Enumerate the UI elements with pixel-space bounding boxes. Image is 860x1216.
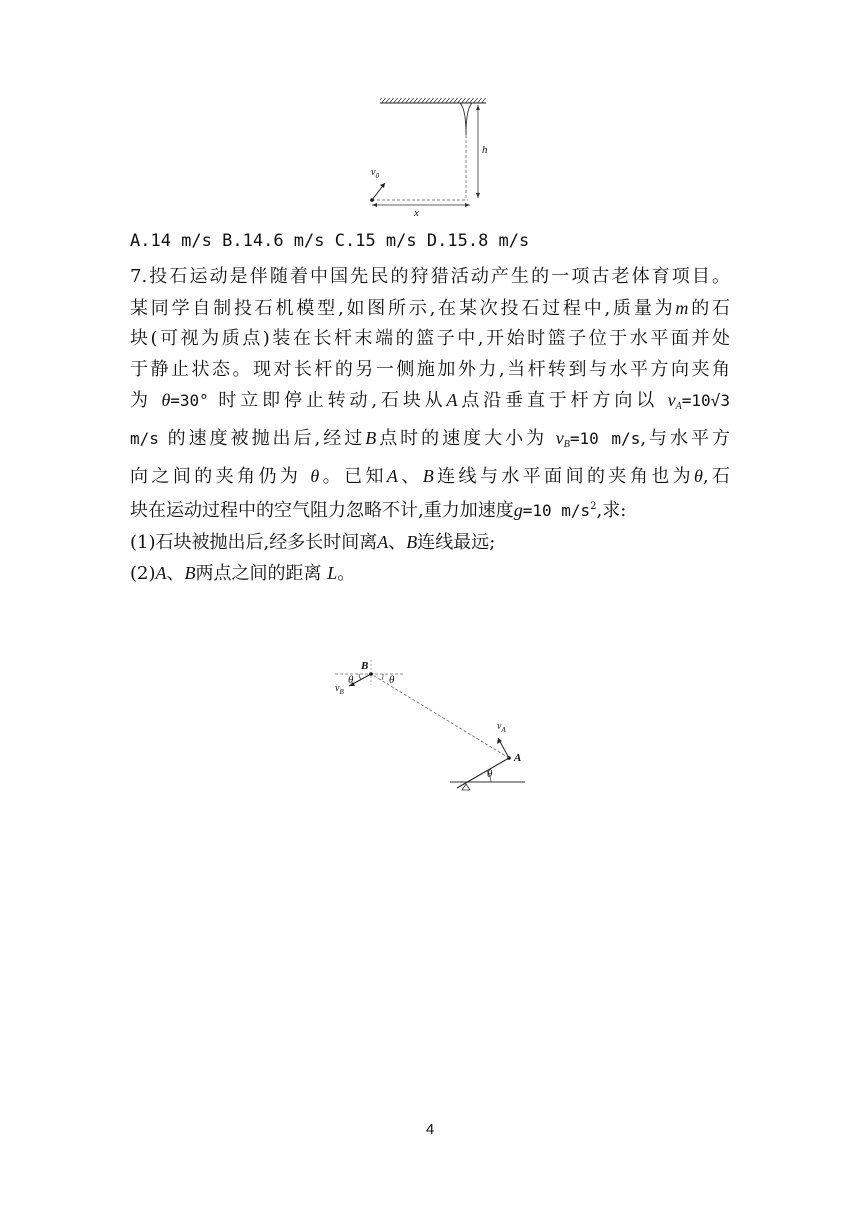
label-va: v [497, 721, 502, 732]
svg-text:vB [335, 683, 344, 696]
ceiling [380, 98, 486, 103]
question-line-5: 为 θ=30° 时立即停止转动,石块从A点沿垂直于杆方向以 vA=10√3 [130, 390, 730, 413]
label-b: B [361, 660, 369, 672]
label-a: A [514, 752, 522, 764]
question-line-1: 7.投石运动是伴随着中国先民的狩猎活动产生的一项古老体育项目。 [130, 266, 730, 287]
question-line-7: 向之间的夹角仍为 θ。已知A、B连线与水平面间的夹角也为θ,石 [130, 465, 731, 487]
label-v0-sub: 0 [375, 172, 379, 180]
label-va-sub: A [501, 726, 506, 734]
sub-question-2: (2)A、B两点之间的距离 L。 [130, 563, 356, 585]
option-a: A.14 m/s [130, 231, 212, 251]
label-v0: v [371, 167, 376, 178]
option-d: D.15.8 m/s [426, 231, 530, 251]
figure-2-diagram [325, 655, 535, 795]
label-vb: v [335, 683, 340, 694]
question-line-3: 块(可视为质点)装在长杆末端的篮子中,开始时篮子位于水平面并处 [130, 328, 730, 350]
figure-1-diagram [360, 95, 500, 220]
option-b: B.14.6 m/s [222, 231, 325, 251]
page-number: 4 [425, 1121, 435, 1138]
question-7 [130, 262, 730, 590]
svg-text:vA [497, 721, 506, 734]
option-c: C.15 m/s [334, 231, 417, 251]
label-h: h [482, 144, 488, 156]
question-line-6: m/s 的速度被抛出后,经过B点时的速度大小为 vB=10 m/s,与水平方 [130, 427, 730, 450]
svg-text:v0 [371, 167, 379, 180]
rod [457, 758, 509, 788]
label-theta-bottom: θ [487, 768, 493, 780]
label-x: x [414, 207, 419, 219]
label-vb-sub: B [339, 688, 344, 696]
label-theta-right: θ [389, 674, 395, 686]
question-line-8: 块在运动过程中的空气阻力忽略不计,重力加速度g=10 $m/s^2$,求: [130, 500, 627, 522]
ab-line [371, 674, 509, 758]
label-theta-left: θ [348, 674, 354, 686]
answer-options [130, 231, 529, 251]
question-line-4: 于静止状态。现对长杆的另一侧施加外力,当杆转到与水平方向夹角 [130, 358, 730, 380]
question-line-2: 某同学自制投石机模型,如图所示,在某次投石过程中,质量为m的石 [130, 297, 730, 319]
hanging-object [460, 103, 472, 135]
sub-question-1: (1)石块被抛出后,经多长时间离A、B连线最远; [130, 531, 496, 553]
